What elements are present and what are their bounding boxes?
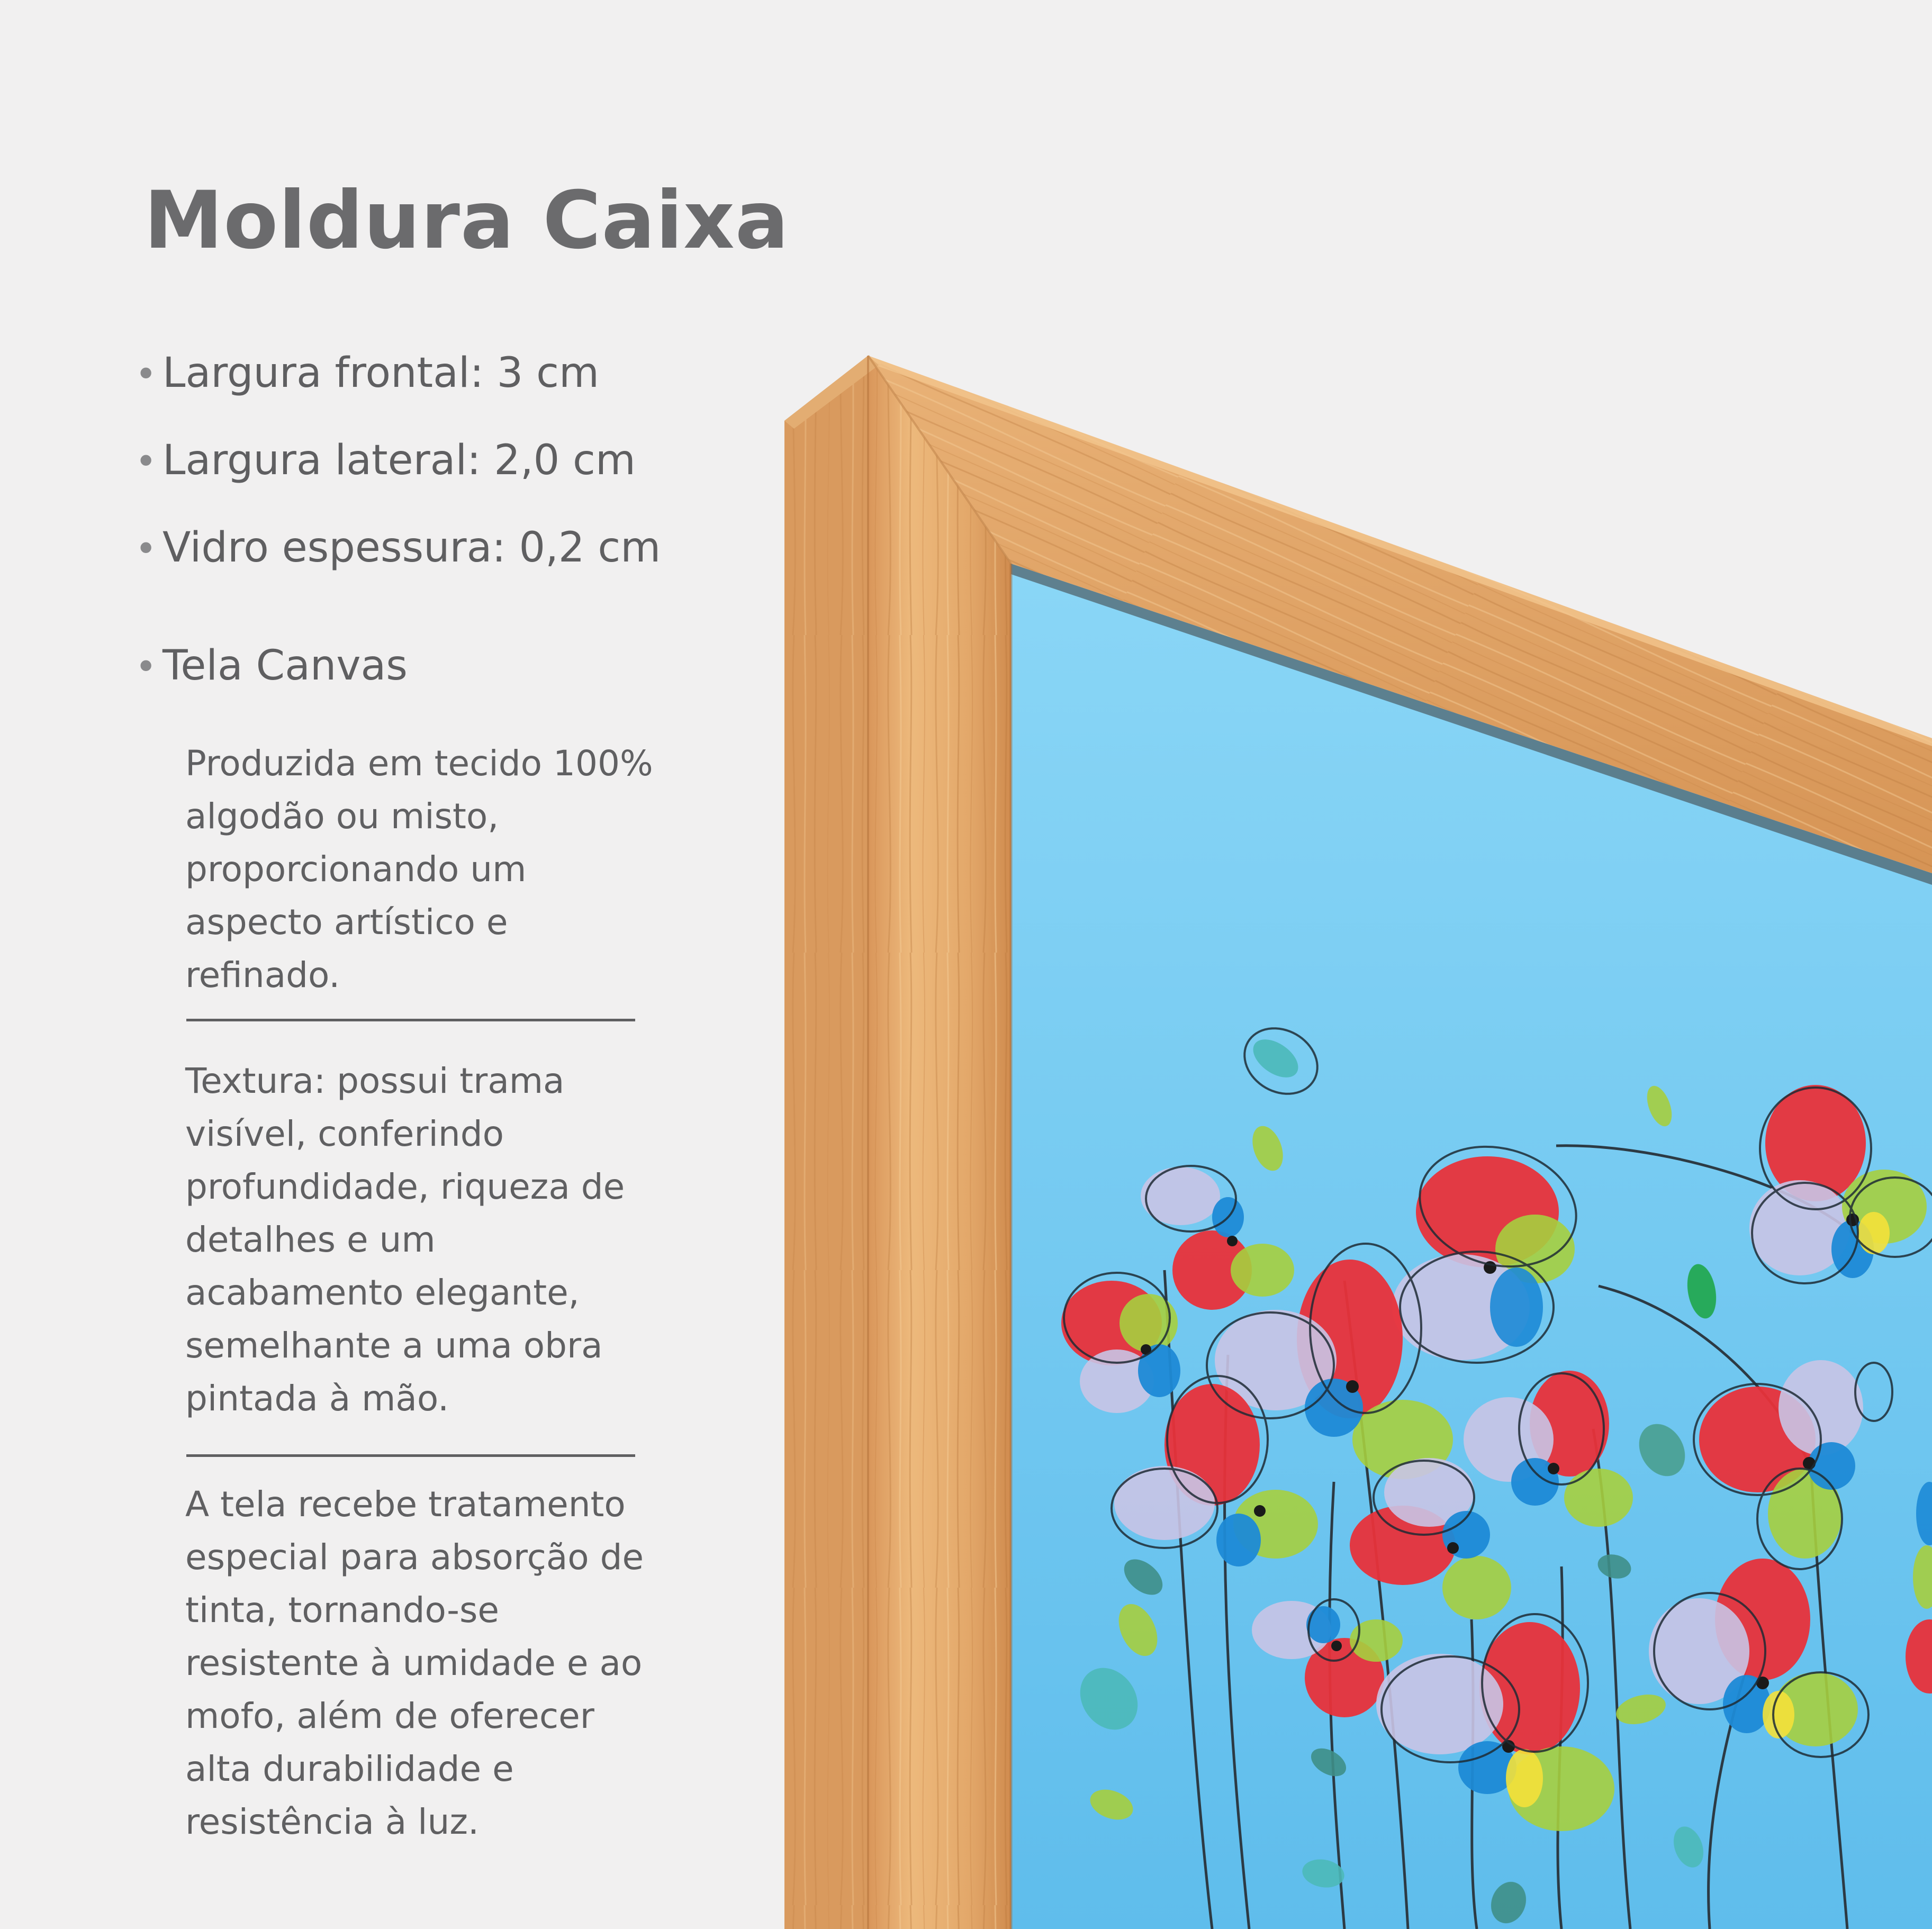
bullet-icon: • [135, 645, 157, 689]
bullet-icon: • [135, 352, 157, 396]
spec-text: Largura lateral: 2,0 cm [162, 437, 636, 484]
paragraph-treatment: A tela recebe tratamento especial para absorção de tinta, tornando-se resistente à umidade e ao mofo, além de oferecer alta durabilidade e resistência à luz. [185, 1484, 644, 1842]
page-title: Moldura Caixa [144, 175, 790, 267]
bullet-icon: • [135, 440, 157, 483]
paragraph-texture: Textura: possui trama visível, conferindo profundidade, riqueza de detalhes e um acabamento elegante, semelhante a uma obra pintada à mão. [185, 1061, 625, 1419]
paragraph-fabric: Produzida em tecido 100% algodão ou misto, proporcionando um aspecto artístico e refinado. [185, 743, 653, 995]
spec-text: Vidro espessura: 0,2 cm [162, 524, 661, 572]
bullet-icon: • [135, 527, 157, 570]
spec-text: Largura frontal: 3 cm [162, 349, 599, 397]
spec-text: Tela Canvas [162, 642, 408, 690]
